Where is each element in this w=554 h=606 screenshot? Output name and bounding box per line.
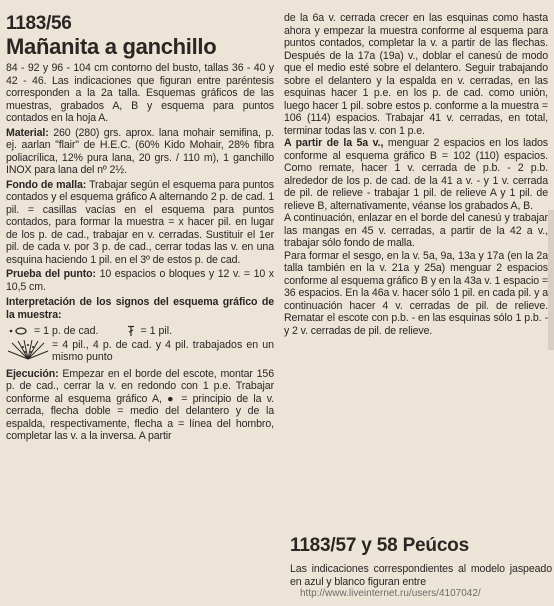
symbol-2-text: = 1 pil.: [140, 325, 173, 337]
material-text: 260 (280) grs. aprox. lana mohair semifina, p. ej. aarlan "flair" de H.E.C. (60% Kido Mohair, 28% fibra poliacrílica, 12% pura lana, 20 grs. / 110 m), 1 ganchillo INOX para lana del nº 2½.: [6, 126, 274, 176]
ejecucion-label: Ejecución:: [6, 367, 59, 380]
section-2-heading: 1183/57 y 58 Peúcos: [290, 535, 469, 556]
left-column: [6, 0, 274, 443]
symbol-1-text: = 1 p. de cad.: [34, 325, 99, 337]
p2-text: menguar 2 espacios en los lados conforme al esquema gráfico B = 102 (110) espacios. Como remate, hacer 1 v. cerrada de p.b. - 2 p.b. alrededor de los p. de cad. de la 41 a v. - y 1 v. cerrada de pil. de relieve - trabajar 1 pil. de relieve A y 1 pil. de relieve B, alternativamente, véanse los grabados A, B.: [284, 137, 548, 212]
symbol-row-2: [6, 339, 274, 364]
right-paragraph-3: A continuación, enlazar en el borde del canesú y trabajar las mangas en 45 v. cerradas, a partir de la 42 a v., trabajar sólo fondo de malla.: [284, 212, 548, 249]
prueba-text: 10 espacios o bloques y 12 v. = 10 x 10,5 cm.: [6, 268, 274, 293]
material-paragraph: [6, 127, 274, 177]
prueba-label: Prueba del punto:: [6, 268, 96, 280]
prueba-paragraph: [6, 268, 274, 293]
interpretation-heading: Interpretación de los signos del esquema gráfico de la muestra:: [6, 296, 274, 321]
pattern-title: Mañanita a ganchillo: [6, 34, 217, 59]
ejecucion-text: Empezar en el borde del escote, montar 156 p. de cad., cerrar la v. en redondo con 1 p.e. Trabajar conforme al esquema gráfico A, ● = principio de la v. cerrada, flecha doble = medio del delantero y de la espalda, respectivamente, flecha a = línea del hombro, completar las v. a la inversa. A partir: [6, 367, 275, 442]
intro-paragraph: 84 - 92 y 96 - 104 cm contorno del busto, tallas 36 - 40 y 42 - 46. Las indicaciones que figuran entre paréntesis corresponden a la 2a talla. Esquemas gráficos de las muestras, grabados A, B y esquema para puntos contados en la hoja A.: [6, 62, 274, 124]
page-edge-shadow: [548, 210, 554, 350]
chain-stitch-icon: [6, 325, 34, 337]
section-2-text: Las indicaciones correspondientes al modelo jaspeado en azul y blanco figuran entre: [290, 563, 552, 588]
fondo-paragraph: [6, 179, 274, 267]
right-paragraph-4: Para formar el sesgo, en la v. 5a, 9a, 13a y 17a (en la 2a talla también en la v. 21a y 25a) menguar 2 espacios conforme al esquema gráfico B y en la 43a v. 1 espacio = 36 espacios. En la 46a v. hacer sólo 1 pil. en cada pil. y a continuación hacer 4 v. cerradas de pil. de relieve. Rematar el escote con p.b. - en las esquinas sólo 1 p.b. - y 2 v. cerradas de pil. de relieve.: [284, 249, 548, 337]
watermark-url: http://www.liveinternet.ru/users/4107042/: [300, 588, 481, 599]
symbol-row-1: [6, 325, 274, 338]
pattern-number: 1183/56: [6, 13, 72, 34]
fondo-label: Fondo de malla:: [6, 178, 87, 191]
symbol-3-text: = 4 pil., 4 p. de cad. y 4 pil. trabajados en un mismo punto: [52, 338, 274, 363]
p2-label: A partir de la 5a v.,: [284, 137, 384, 149]
right-column: [284, 0, 548, 337]
ejecucion-paragraph: [6, 368, 274, 443]
right-paragraph-2: [284, 137, 548, 212]
right-paragraph-1: de la 6a v. cerrada crecer en las esquinas como hasta ahora y empezar la muestra conforme al esquema para puntos contados, completar la v. a partir de las flechas. Después de la 17a (19a) v., doblar el canesú de modo que el medio esté sobre el delantero. Seguir trabajando sobre el delantero y la espalda en v. cerradas, en las esquinas hacer 1 p.e. en los p. de cad. como unión, luego hacer 1 pil. sobre estos p. conforme a la muestra = 106 (114) espacios. Trabajar 41 v. cerradas, en total, terminar todas las v. con 1 p.e.: [284, 12, 548, 137]
material-label: Material:: [6, 126, 49, 139]
shell-stitch-icon: [6, 339, 50, 361]
treble-stitch-icon: [121, 325, 141, 337]
fondo-text: Trabajar según el esquema para puntos contados y el esquema gráfico A alternando 2 p. de cad. 1 pil. = casillas vacías en el esquema para puntos contados, para formar la muestra = x hacer pil. en lugar de los p. de cad., trabajar en v. cerradas. Sustituir el 1er pil. de cada v. por 3 p. de cad., cerrar todas las v. en una esquina haciendo 1 pil. en el 3º de estos p. de cad.: [6, 178, 274, 266]
